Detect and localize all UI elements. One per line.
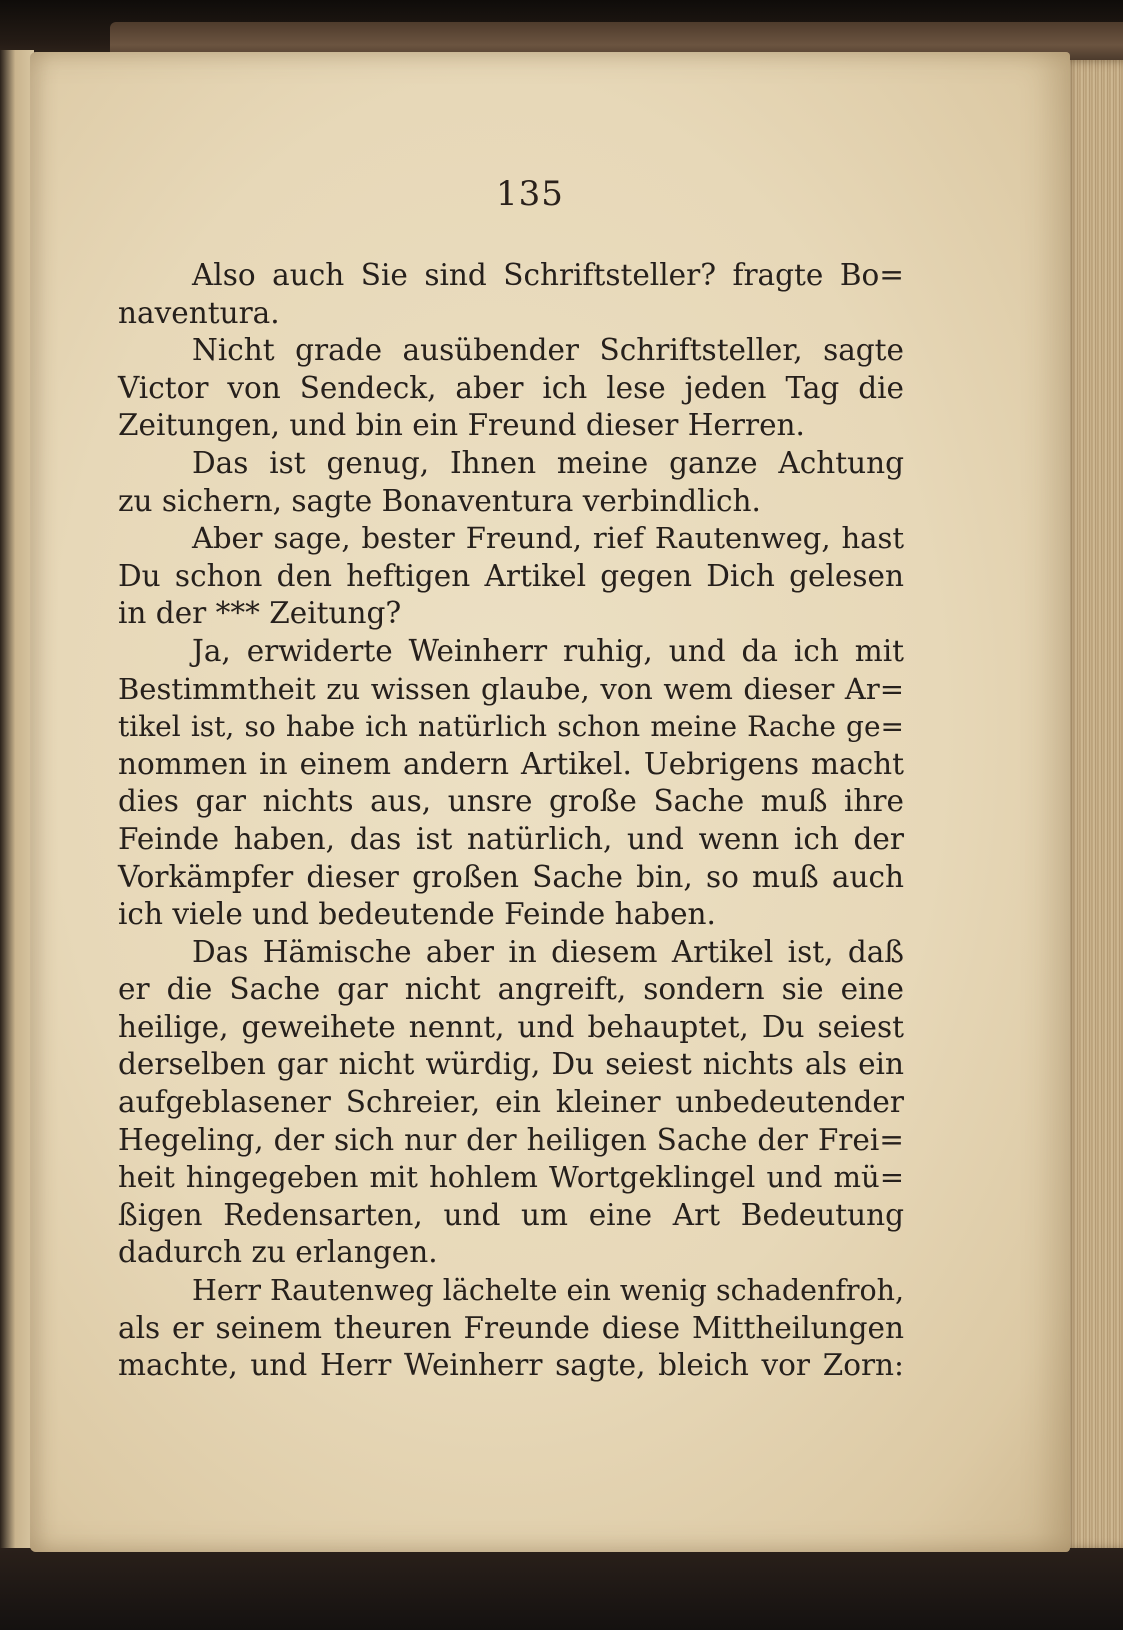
- text-line: Hegeling, der sich nur der heiligen Sache der Frei=: [118, 1122, 904, 1157]
- text-line: nommen in einem andern Artikel. Uebrigens macht: [118, 746, 904, 781]
- text-line: aufgeblasener Schreier, ein kleiner unbedeutender: [118, 1085, 904, 1120]
- text-line: zu sichern, sagte Bonaventura verbindlich.: [118, 483, 761, 518]
- text-line: Vorkämpfer dieser großen Sache bin, so muß auch: [118, 859, 904, 894]
- text-line: er die Sache gar nicht angreift, sondern sie eine: [118, 972, 904, 1007]
- text-line: in der *** Zeitung?: [118, 596, 402, 631]
- text-line: Also auch Sie sind Schriftsteller? fragte Bo=: [192, 258, 904, 292]
- text-line: Victor von Sendeck, aber ich lese jeden Tag die: [118, 370, 904, 405]
- text-line: dies gar nichts aus, unsre große Sache muß ihre: [118, 784, 904, 819]
- text-line: Herr Rautenweg lächelte ein wenig schadenfroh,: [192, 1274, 905, 1308]
- left-page-gutter: [0, 50, 34, 1560]
- text-line: naventura.: [118, 295, 280, 330]
- text-line: als er seinem theuren Freunde diese Mittheilungen: [118, 1310, 904, 1345]
- text-line: machte, und Herr Weinherr sagte, bleich vor Zorn:: [118, 1348, 904, 1383]
- text-line: tikel ist, so habe ich natürlich schon meine Rache ge=: [118, 710, 904, 744]
- text-line: Zeitungen, und bin ein Freund dieser Herren.: [118, 408, 805, 443]
- text-line: derselben gar nicht würdig, Du seiest nichts als ein: [118, 1047, 904, 1082]
- text-line: heit hingegeben mit hohlem Wortgeklingel und mü=: [118, 1160, 904, 1195]
- text-line: Feinde haben, das ist natürlich, und wenn ich der: [118, 821, 904, 856]
- text-line: Bestimmtheit zu wissen glaube, von wem dieser Ar=: [118, 671, 904, 706]
- text-line: Das Hämische aber in diesem Artikel ist, daß: [192, 934, 904, 969]
- text-line: dadurch zu erlangen.: [118, 1235, 438, 1270]
- page-number: 135: [496, 174, 564, 214]
- page-text: [118, 257, 904, 1385]
- text-line: Das ist genug, Ihnen meine ganze Achtung: [192, 445, 904, 480]
- text-line: ich viele und bedeutende Feinde haben.: [118, 897, 716, 932]
- text-line: Nicht grade ausübender Schriftsteller, sagte: [192, 333, 904, 368]
- text-line: Du schon den heftigen Artikel gegen Dich gelesen: [118, 558, 904, 593]
- text-line: Ja, erwiderte Weinherr ruhig, und da ich mit: [192, 633, 904, 668]
- text-line: ßigen Redensarten, und um eine Art Bedeutung: [118, 1197, 904, 1232]
- book-page: [30, 52, 1070, 1552]
- text-line: heilige, geweihete nennt, und behauptet, Du seiest: [118, 1009, 904, 1044]
- text-line: Aber sage, bester Freund, rief Rautenweg, hast: [192, 521, 904, 556]
- book-cover-bottom: [0, 1548, 1123, 1630]
